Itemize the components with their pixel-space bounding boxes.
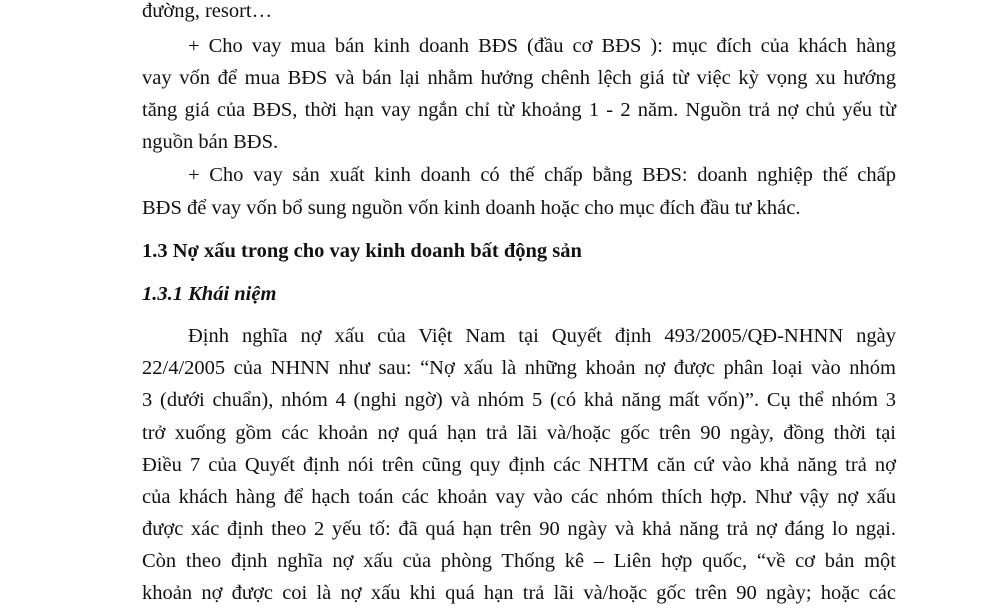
text-line: vay vốn để mua BĐS và bán lại nhằm hưởng chênh lệch giá từ việc kỳ vọng xu hướng: [142, 67, 896, 89]
text-line: BĐS để vay vốn bổ sung nguồn vốn kinh doanh hoặc cho mục đích đầu tư khác.: [142, 197, 801, 219]
text-line: + Cho vay mua bán kinh doanh BĐS (đầu cơ BĐS ): mục đích của khách hàng: [188, 35, 896, 57]
text-line: 22/4/2005 của NHNN như sau: “Nợ xấu là những khoản nợ được phân loại vào nhóm: [142, 357, 896, 379]
text-line: 3 (dưới chuẩn), nhóm 4 (nghi ngờ) và nhóm 5 (có khả năng mất vốn)”. Cụ thể nhóm 3: [142, 389, 896, 411]
subsection-heading: 1.3.1 Khái niệm: [142, 283, 277, 305]
text-line: trở xuống gồm các khoản nợ quá hạn trả lãi và/hoặc gốc trên 90 ngày, đồng thời tại: [142, 422, 896, 444]
text-line: Định nghĩa nợ xấu của Việt Nam tại Quyết định 493/2005/QĐ-NHNN ngày: [188, 325, 896, 347]
text-line: Điều 7 của Quyết định nói trên cũng quy định các NHTM căn cứ vào khả năng trả nợ: [142, 454, 896, 476]
text-line: của khách hàng để hạch toán các khoản vay vào các nhóm thích hợp. Như vậy nợ xấu: [142, 486, 896, 508]
text-line: đường, resort…: [142, 0, 273, 22]
section-heading: 1.3 Nợ xấu trong cho vay kinh doanh bất động sản: [142, 240, 582, 262]
text-line: tăng giá của BĐS, thời hạn vay ngắn chỉ từ khoảng 1 - 2 năm. Nguồn trả nợ chủ yếu từ: [142, 99, 896, 121]
text-line: được xác định theo 2 yếu tố: đã quá hạn trên 90 ngày và khả năng trả nợ đáng lo ngại.: [142, 518, 896, 540]
text-line: + Cho vay sản xuất kinh doanh có thế chấp bằng BĐS: doanh nghiệp thế chấp: [188, 164, 896, 186]
text-line: khoản nợ được coi là nợ xấu khi quá hạn trả lãi và/hoặc gốc trên 90 ngày; hoặc các: [142, 582, 896, 604]
text-line: nguồn bán BĐS.: [142, 131, 279, 153]
text-line: Còn theo định nghĩa nợ xấu của phòng Thống kê – Liên hợp quốc, “về cơ bản một: [142, 550, 896, 572]
